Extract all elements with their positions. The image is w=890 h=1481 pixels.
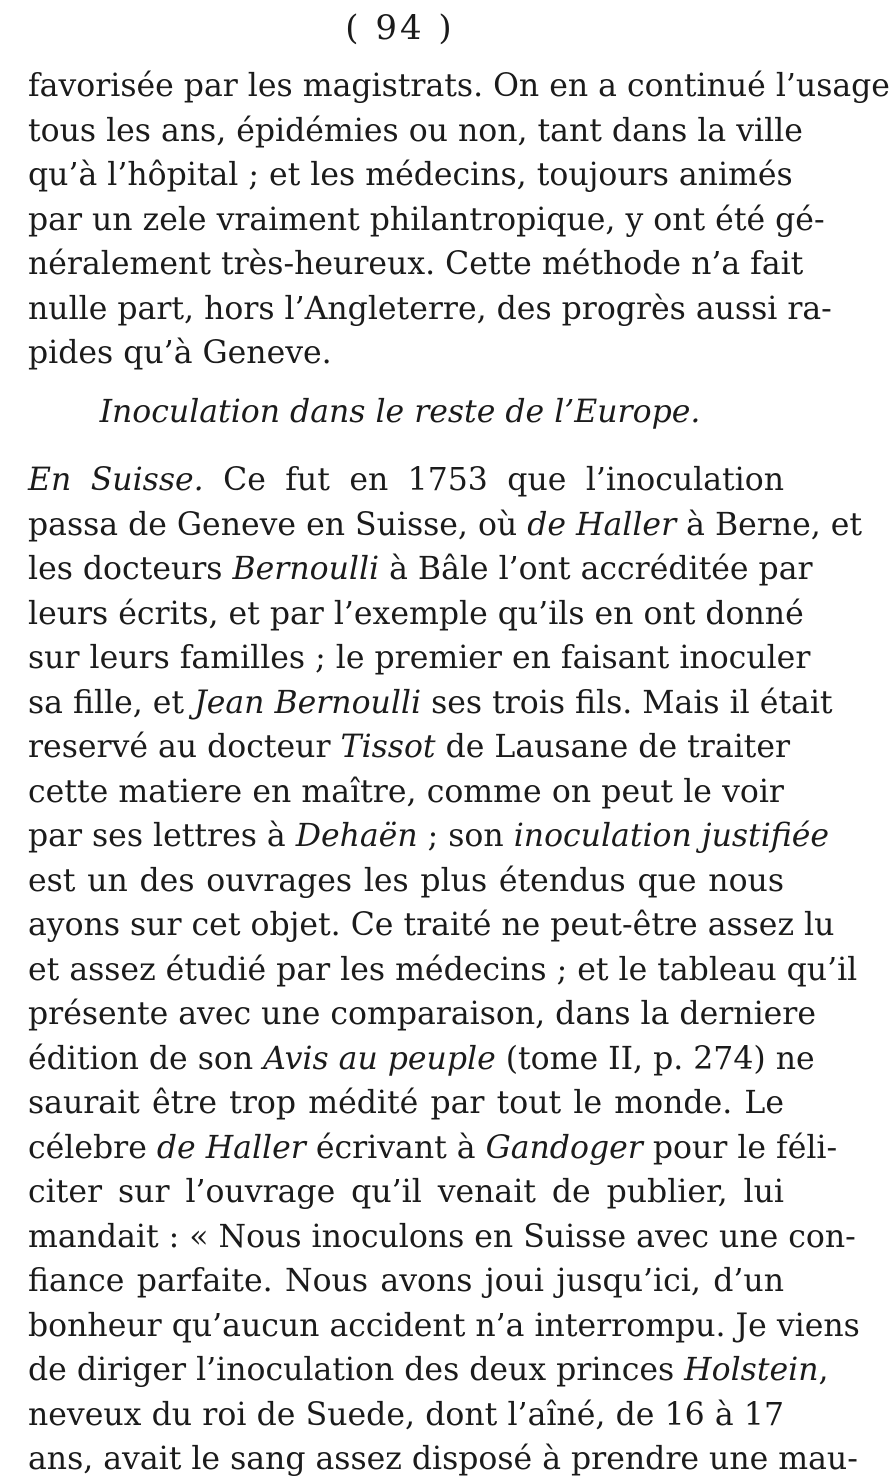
- text-run: ; son: [417, 818, 514, 854]
- text-line: [28, 198, 825, 242]
- text-line: [28, 903, 835, 947]
- text-run: est un des ouvrages les plus étendus que nous: [28, 862, 784, 899]
- text-line: [28, 770, 784, 814]
- italic-text: Gandoger: [485, 1129, 643, 1166]
- text-run: édition de son: [28, 1040, 264, 1077]
- text-line: [28, 109, 803, 153]
- text-run: par ses lettres à: [28, 818, 296, 854]
- text-run: fiance parfaite. Nous avons joui jusqu’ici, d’un: [28, 1263, 784, 1299]
- text-line: [28, 458, 784, 502]
- text-line: [28, 153, 793, 197]
- text-run: ayons sur cet objet. Ce traité ne peut-être assez lu: [28, 907, 835, 943]
- text-run: ,: [818, 1352, 829, 1388]
- text-line: [28, 948, 858, 992]
- text-run: nulle part, hors l’Angleterre, des progrès aussi ra-: [28, 290, 832, 327]
- italic-text: Avis au peuple: [263, 1040, 496, 1077]
- text-line: [28, 1393, 784, 1437]
- italic-text: de Haller: [527, 506, 677, 543]
- text-line: [28, 1437, 858, 1481]
- text-line: [28, 64, 890, 108]
- text-line: [28, 287, 832, 331]
- text-run: leurs écrits, et par l’exemple qu’ils en ont donné: [28, 595, 804, 632]
- text-line: [28, 859, 784, 903]
- text-run: à Berne, et: [676, 506, 863, 543]
- text-run: par un zele vraiment philantropique, y ont été gé-: [28, 201, 825, 238]
- text-run: cette matiere en maître, comme on peut le voir: [28, 773, 784, 810]
- text-run: saurait être trop médité par tout le monde. Le: [28, 1085, 784, 1121]
- text-line: [28, 547, 813, 591]
- text-run: reservé au docteur: [28, 729, 341, 765]
- text-run: pour le féli-: [642, 1129, 838, 1166]
- text-line: [28, 681, 833, 725]
- text-run: néralement très-heureux. Cette méthode n’a fait: [28, 246, 804, 282]
- text-line: [28, 992, 816, 1036]
- text-run: qu’à l’hôpital ; et les médecins, toujours animés: [28, 157, 793, 193]
- text-line: [28, 592, 804, 636]
- text-line: [28, 1037, 815, 1081]
- text-line: [28, 331, 784, 375]
- text-line: [28, 1081, 784, 1125]
- section-heading: Inoculation dans le reste de l’Europe.: [99, 394, 701, 430]
- text-run: sur leurs familles ; le premier en faisant inoculer: [28, 640, 811, 676]
- page-number: ( 94 ): [345, 8, 455, 48]
- text-run: mandait : « Nous inoculons en Suisse avec une con-: [28, 1218, 856, 1255]
- text-line: [28, 1215, 856, 1259]
- text-line: [28, 814, 830, 858]
- text-run: tous les ans, épidémies ou non, tant dans la ville: [28, 112, 803, 149]
- text-run: les docteurs: [28, 551, 233, 587]
- italic-text: inoculation justifiée: [513, 818, 830, 854]
- text-run: citer sur l’ouvrage qu’il venait de publier, lui: [28, 1174, 784, 1210]
- text-line: [28, 1126, 838, 1170]
- text-run: écrivant à: [305, 1129, 486, 1166]
- italic-text: Bernoulli: [232, 551, 380, 587]
- text-run: (tome II, p. 274) ne: [495, 1040, 815, 1077]
- text-run: passa de Geneve en Suisse, où: [28, 506, 528, 543]
- text-run: favorisée par les magistrats. On en a continué l’usage: [28, 68, 890, 104]
- text-run: célebre: [28, 1129, 157, 1166]
- italic-text: Holstein: [684, 1352, 819, 1388]
- italic-text: Jean Bernoulli: [194, 684, 422, 721]
- text-run: ses trois fils. Mais il était: [421, 684, 833, 721]
- text-run: présente avec une comparaison, dans la derniere: [28, 996, 816, 1032]
- text-run: ans, avait le sang assez disposé à prendre une mau-: [28, 1441, 858, 1477]
- text-run: bonheur qu’aucun accident n’a interrompu. Je viens: [28, 1307, 860, 1344]
- text-run: pides qu’à Geneve.: [28, 335, 332, 371]
- text-run: à Bâle l’ont accréditée par: [379, 551, 813, 587]
- text-run: sa fille, et: [28, 684, 195, 721]
- italic-text: Tissot: [340, 729, 436, 765]
- text-line: [28, 1170, 784, 1214]
- text-run: neveux du roi de Suede, dont l’aîné, de 16 à 17: [28, 1396, 784, 1433]
- text-run: et assez étudié par les médecins ; et le tableau qu’il: [28, 951, 858, 988]
- italic-text: En Suisse.: [28, 462, 204, 498]
- italic-text: Dehaën: [295, 818, 418, 854]
- text-line: [28, 503, 863, 547]
- text-run: de diriger l’inoculation des deux princes: [28, 1352, 685, 1388]
- text-line: [28, 725, 791, 769]
- italic-text: de Haller: [156, 1129, 306, 1166]
- text-run: de Lausane de traiter: [435, 729, 791, 765]
- text-run: Ce fut en 1753 que l’inoculation: [203, 462, 784, 498]
- text-line: [28, 1304, 860, 1348]
- text-line: [28, 636, 811, 680]
- text-line: [28, 1259, 784, 1303]
- text-line: [28, 1348, 829, 1392]
- text-line: [28, 242, 804, 286]
